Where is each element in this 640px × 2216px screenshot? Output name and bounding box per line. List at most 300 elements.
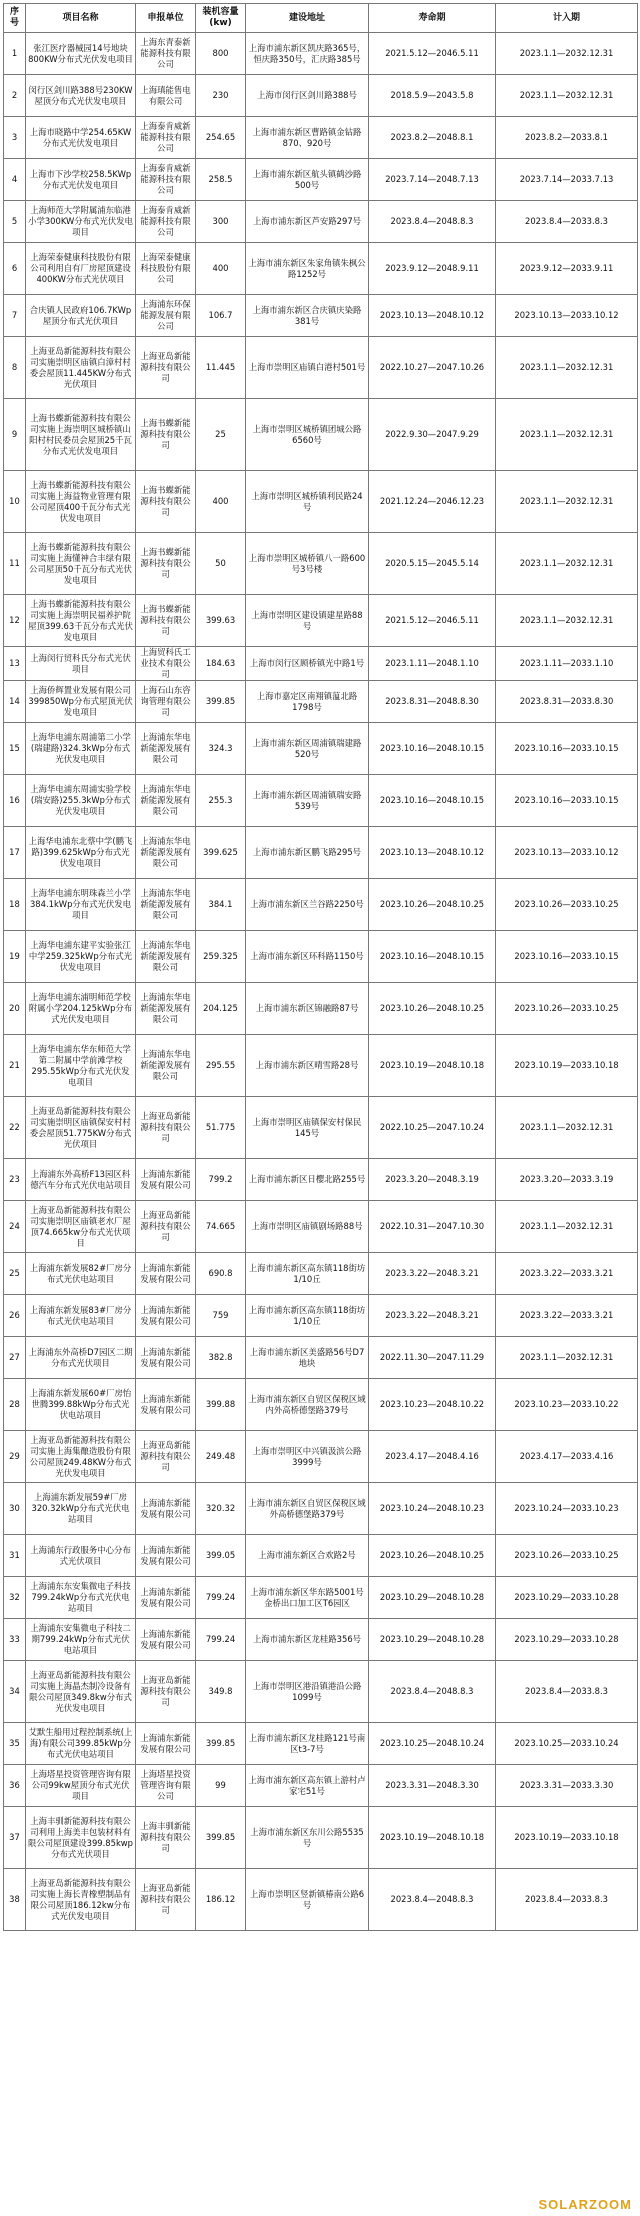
cell-crediting-period: 2023.10.29—2033.10.28 (496, 1619, 638, 1661)
cell-lifetime: 2023.8.4—2048.8.3 (369, 1661, 496, 1723)
cell-address: 上海市浦东新区锦融路87号 (246, 983, 369, 1035)
cell-address: 上海市浦东新区芦安路297号 (246, 201, 369, 243)
cell-applicant: 上海书蝶新能源科技有限公司 (136, 399, 196, 471)
cell-project-name: 上海丰驯新能源科技有限公司利用上海美丰包装材料有限公司屋顶建设399.85kwp分布式光伏项目 (26, 1807, 136, 1869)
cell-index: 37 (4, 1807, 26, 1869)
cell-project-name: 上海亚岛新能源科技有限公司实施上海集酿造股份有限公司屋顶249.48KW分布式光伏发电项目 (26, 1431, 136, 1483)
cell-lifetime: 2023.10.16—2048.10.15 (369, 775, 496, 827)
cell-lifetime: 2023.3.20—2048.3.19 (369, 1159, 496, 1201)
cell-crediting-period: 2023.1.1—2032.12.31 (496, 33, 638, 75)
cell-lifetime: 2023.3.22—2048.3.21 (369, 1253, 496, 1295)
cell-project-name: 上海浦东安集微电子科技二期799.24kWp分布式光伏电站项目 (26, 1619, 136, 1661)
cell-address: 上海市浦东新区龙桂路121号南区t3-7号 (246, 1723, 369, 1765)
cell-capacity: 230 (196, 75, 246, 117)
cell-lifetime: 2023.10.19—2048.10.18 (369, 1807, 496, 1869)
cell-lifetime: 2023.1.11—2048.1.10 (369, 647, 496, 681)
cell-applicant: 上海亚岛新能源科技有限公司 (136, 1097, 196, 1159)
cell-address: 上海市浦东新区华东路5001号金桥出口加工区T6园区 (246, 1577, 369, 1619)
cell-lifetime: 2022.9.30—2047.9.29 (369, 399, 496, 471)
cell-address: 上海市崇明区庙镇剧场路88号 (246, 1201, 369, 1253)
cell-project-name: 上海浦东新发展59#厂房320.32kWp分布式光伏电站项目 (26, 1483, 136, 1535)
cell-crediting-period: 2023.1.1—2032.12.31 (496, 1201, 638, 1253)
cell-index: 24 (4, 1201, 26, 1253)
cell-crediting-period: 2023.3.31—2033.3.30 (496, 1765, 638, 1807)
cell-index: 1 (4, 33, 26, 75)
cell-crediting-period: 2023.1.1—2032.12.31 (496, 337, 638, 399)
cell-address: 上海市浦东新区环科路1150号 (246, 931, 369, 983)
cell-crediting-period: 2023.1.1—2032.12.31 (496, 399, 638, 471)
cell-address: 上海市崇明区城桥镇团城公路6560号 (246, 399, 369, 471)
cell-project-name: 上海浦东新发展82#厂房分布式光伏电站项目 (26, 1253, 136, 1295)
table-row (4, 647, 638, 681)
cell-project-name: 上海市晓路中学254.65KW分布式光伏发电项目 (26, 117, 136, 159)
cell-applicant: 上海浦东新能发展有限公司 (136, 1253, 196, 1295)
cell-index: 21 (4, 1035, 26, 1097)
cell-crediting-period: 2023.10.16—2033.10.15 (496, 931, 638, 983)
table-row (4, 533, 638, 595)
cell-project-name: 艾默生船用过程控制系统(上海)有限公司399.85kWp分布式光伏电站项目 (26, 1723, 136, 1765)
cell-address: 上海市崇明区城桥镇利民路24号 (246, 471, 369, 533)
table-row (4, 295, 638, 337)
cell-index: 34 (4, 1661, 26, 1723)
cell-applicant: 上海浦东新能发展有限公司 (136, 1379, 196, 1431)
cell-crediting-period: 2023.1.1—2032.12.31 (496, 1097, 638, 1159)
cell-project-name: 上海侨辉置业发展有限公司399850Wp分布式屋顶光伏发电项目 (26, 681, 136, 723)
cell-address: 上海市浦东新区合庆镇庆染路381号 (246, 295, 369, 337)
cell-crediting-period: 2023.8.2—2033.8.1 (496, 117, 638, 159)
cell-address: 上海市崇明区港沿镇港沿公路1099号 (246, 1661, 369, 1723)
cell-address: 上海市浦东新区鹏飞路295号 (246, 827, 369, 879)
cell-applicant: 上海浦东新能发展有限公司 (136, 1483, 196, 1535)
cell-applicant: 上海浦东新能发展有限公司 (136, 1535, 196, 1577)
cell-lifetime: 2023.3.31—2048.3.30 (369, 1765, 496, 1807)
cell-lifetime: 2023.8.4—2048.8.3 (369, 201, 496, 243)
cell-capacity: 799.24 (196, 1577, 246, 1619)
cell-index: 11 (4, 533, 26, 595)
header-project-name: 项目名称 (26, 4, 136, 33)
cell-crediting-period: 2023.10.26—2033.10.25 (496, 983, 638, 1035)
cell-capacity: 384.1 (196, 879, 246, 931)
cell-project-name: 上海浦东行政服务中心分布式光伏项目 (26, 1535, 136, 1577)
header-applicant: 申报单位 (136, 4, 196, 33)
table-row (4, 931, 638, 983)
cell-capacity: 11.445 (196, 337, 246, 399)
cell-applicant: 上海浦东华电新能源发展有限公司 (136, 879, 196, 931)
cell-applicant: 上海书蝶新能源科技有限公司 (136, 471, 196, 533)
cell-index: 32 (4, 1577, 26, 1619)
cell-project-name: 上海浦东外高桥F13园区科德汽车分布式光伏电站项目 (26, 1159, 136, 1201)
cell-project-name: 上海书蝶新能源科技有限公司实施上海懂神合丰绿有限公司屋顶50千瓦分布式光伏发电项目 (26, 533, 136, 595)
cell-crediting-period: 2023.10.26—2033.10.25 (496, 879, 638, 931)
watermark: SOLARZOOM (538, 2197, 632, 2212)
table-row (4, 1159, 638, 1201)
table-row (4, 1431, 638, 1483)
cell-capacity: 258.5 (196, 159, 246, 201)
cell-capacity: 295.55 (196, 1035, 246, 1097)
cell-address: 上海市浦东新区周浦镇瑞安路539号 (246, 775, 369, 827)
table-row (4, 471, 638, 533)
cell-address: 上海市崇明区建设镇建星路88号 (246, 595, 369, 647)
cell-index: 3 (4, 117, 26, 159)
cell-lifetime: 2023.10.26—2048.10.25 (369, 1535, 496, 1577)
cell-lifetime: 2023.10.13—2048.10.12 (369, 827, 496, 879)
cell-applicant: 上海浦东新能发展有限公司 (136, 1577, 196, 1619)
cell-lifetime: 2022.10.27—2047.10.26 (369, 337, 496, 399)
cell-crediting-period: 2023.1.1—2032.12.31 (496, 1337, 638, 1379)
table-header-row (4, 4, 638, 33)
cell-address: 上海市浦东新区自贸区保税区域外高桥德堡路379号 (246, 1483, 369, 1535)
cell-address: 上海市崇明区城桥镇八一路600号3号楼 (246, 533, 369, 595)
header-capacity: 装机容量(kw) (196, 4, 246, 33)
cell-capacity: 800 (196, 33, 246, 75)
cell-project-name: 上海华电浦东华东师范大学第二附属中学前滩学校295.55kWp分布式光伏发电项目 (26, 1035, 136, 1097)
cell-lifetime: 2023.10.29—2048.10.28 (369, 1619, 496, 1661)
cell-address: 上海市浦东新区自贸区保税区域内外高桥德堡路379号 (246, 1379, 369, 1431)
cell-lifetime: 2023.7.14—2048.7.13 (369, 159, 496, 201)
cell-crediting-period: 2023.7.14—2033.7.13 (496, 159, 638, 201)
cell-applicant: 上海浦东华电新能源发展有限公司 (136, 827, 196, 879)
table-row (4, 1483, 638, 1535)
table-row (4, 827, 638, 879)
header-index: 序号 (4, 4, 26, 33)
cell-lifetime: 2023.4.17—2048.4.16 (369, 1431, 496, 1483)
cell-index: 2 (4, 75, 26, 117)
cell-applicant: 上海东青泰新能源科技有限公司 (136, 33, 196, 75)
cell-index: 7 (4, 295, 26, 337)
cell-capacity: 51.775 (196, 1097, 246, 1159)
cell-project-name: 上海书蝶新能源科技有限公司实施上海崇明区城桥镇山阳村村民委员会屋顶25千瓦分布式光伏发电项目 (26, 399, 136, 471)
cell-index: 18 (4, 879, 26, 931)
table-row (4, 1535, 638, 1577)
cell-capacity: 300 (196, 201, 246, 243)
table-row (4, 1765, 638, 1807)
cell-applicant: 上海浦东华电新能源发展有限公司 (136, 723, 196, 775)
table-row (4, 399, 638, 471)
cell-crediting-period: 2023.3.22—2033.3.21 (496, 1295, 638, 1337)
cell-applicant: 上海泰肯威新能源科技有限公司 (136, 159, 196, 201)
cell-index: 30 (4, 1483, 26, 1535)
cell-project-name: 上海华电浦东北蔡中学(鹏飞路)399.625kWp分布式光伏发电项目 (26, 827, 136, 879)
table-row (4, 1337, 638, 1379)
cell-lifetime: 2023.9.12—2048.9.11 (369, 243, 496, 295)
cell-applicant: 上海书蝶新能源科技有限公司 (136, 595, 196, 647)
cell-crediting-period: 2023.10.19—2033.10.18 (496, 1035, 638, 1097)
cell-project-name: 上海华电浦东浦明师范学校附属小学204.125kWp分布式光伏发电项目 (26, 983, 136, 1035)
cell-capacity: 324.3 (196, 723, 246, 775)
cell-index: 4 (4, 159, 26, 201)
cell-crediting-period: 2023.10.26—2033.10.25 (496, 1535, 638, 1577)
cell-index: 20 (4, 983, 26, 1035)
cell-address: 上海市浦东新区曹路镇金钻路870、920号 (246, 117, 369, 159)
table-row (4, 201, 638, 243)
cell-applicant: 上海塔星投资管理咨询有限公司 (136, 1765, 196, 1807)
cell-applicant: 上海丰驯新能源科技有限公司 (136, 1807, 196, 1869)
header-address: 建设地址 (246, 4, 369, 33)
cell-crediting-period: 2023.8.31—2033.8.30 (496, 681, 638, 723)
cell-index: 14 (4, 681, 26, 723)
cell-address: 上海市浦东新区日樱北路255号 (246, 1159, 369, 1201)
cell-index: 35 (4, 1723, 26, 1765)
cell-address: 上海市浦东新区周浦镇瑞建路520号 (246, 723, 369, 775)
cell-capacity: 759 (196, 1295, 246, 1337)
cell-crediting-period: 2023.3.20—2033.3.19 (496, 1159, 638, 1201)
cell-applicant: 上海浦东新能发展有限公司 (136, 1337, 196, 1379)
cell-index: 19 (4, 931, 26, 983)
cell-applicant: 上海石山东咨询管理有限公司 (136, 681, 196, 723)
cell-address: 上海市浦东新区高东镇118街坊1/10丘 (246, 1253, 369, 1295)
cell-lifetime: 2020.5.15—2045.5.14 (369, 533, 496, 595)
cell-lifetime: 2022.10.25—2047.10.24 (369, 1097, 496, 1159)
cell-applicant: 上海泰肯威新能源科技有限公司 (136, 117, 196, 159)
cell-lifetime: 2021.12.24—2046.12.23 (369, 471, 496, 533)
cell-applicant: 上海亚岛新能源科技有限公司 (136, 1201, 196, 1253)
cell-index: 16 (4, 775, 26, 827)
cell-crediting-period: 2023.1.1—2032.12.31 (496, 595, 638, 647)
cell-address: 上海市浦东新区高东镇上游村卢家宅51号 (246, 1765, 369, 1807)
cell-index: 29 (4, 1431, 26, 1483)
table-row (4, 879, 638, 931)
cell-lifetime: 2022.11.30—2047.11.29 (369, 1337, 496, 1379)
cell-applicant: 上海浦东新能发展有限公司 (136, 1295, 196, 1337)
cell-applicant: 上海瑱能售电有限公司 (136, 75, 196, 117)
cell-address: 上海市浦东新区兰谷路2250号 (246, 879, 369, 931)
cell-index: 27 (4, 1337, 26, 1379)
cell-lifetime: 2023.8.31—2048.8.30 (369, 681, 496, 723)
cell-index: 5 (4, 201, 26, 243)
cell-project-name: 上海华电浦东周浦第二小学(瑞建路)324.3kWp分布式光伏发电项目 (26, 723, 136, 775)
cell-crediting-period: 2023.10.24—2033.10.23 (496, 1483, 638, 1535)
cell-capacity: 799.24 (196, 1619, 246, 1661)
cell-crediting-period: 2023.10.25—2033.10.24 (496, 1723, 638, 1765)
cell-lifetime: 2023.10.24—2048.10.23 (369, 1483, 496, 1535)
cell-capacity: 184.63 (196, 647, 246, 681)
cell-applicant: 上海浦东新能发展有限公司 (136, 1159, 196, 1201)
cell-applicant: 上海浦东新能发展有限公司 (136, 1619, 196, 1661)
table-row (4, 1097, 638, 1159)
cell-capacity: 349.8 (196, 1661, 246, 1723)
table-row (4, 1035, 638, 1097)
cell-project-name: 上海闵行贸科氏分布式光伏项目 (26, 647, 136, 681)
cell-capacity: 399.05 (196, 1535, 246, 1577)
cell-address: 上海市浦东新区高东镇118街坊1/10丘 (246, 1295, 369, 1337)
cell-lifetime: 2018.5.9—2043.5.8 (369, 75, 496, 117)
cell-lifetime: 2023.10.25—2048.10.24 (369, 1723, 496, 1765)
cell-lifetime: 2023.10.13—2048.10.12 (369, 295, 496, 337)
cell-applicant: 上海贸科氏工业技术有限公司 (136, 647, 196, 681)
cell-index: 10 (4, 471, 26, 533)
cell-crediting-period: 2023.8.4—2033.8.3 (496, 1869, 638, 1931)
cell-address: 上海市浦东新区朱家角镇朱枫公路1252号 (246, 243, 369, 295)
cell-project-name: 闵行区剑川路388号230KW屋顶分布式光伏发电项目 (26, 75, 136, 117)
cell-index: 26 (4, 1295, 26, 1337)
cell-lifetime: 2023.10.16—2048.10.15 (369, 723, 496, 775)
cell-index: 9 (4, 399, 26, 471)
cell-project-name: 合庆镇人民政府106.7KWp屋顶分布式光伏项目 (26, 295, 136, 337)
cell-lifetime: 2023.10.23—2048.10.22 (369, 1379, 496, 1431)
cell-project-name: 上海亚岛新能源科技有限公司实施崇明区庙镇老水厂屋顶74.665kw分布式光伏项目 (26, 1201, 136, 1253)
cell-crediting-period: 2023.10.13—2033.10.12 (496, 295, 638, 337)
cell-index: 17 (4, 827, 26, 879)
cell-capacity: 259.325 (196, 931, 246, 983)
cell-index: 8 (4, 337, 26, 399)
cell-capacity: 25 (196, 399, 246, 471)
cell-capacity: 255.3 (196, 775, 246, 827)
cell-crediting-period: 2023.10.16—2033.10.15 (496, 723, 638, 775)
cell-index: 22 (4, 1097, 26, 1159)
cell-address: 上海市嘉定区南翔镇蕰北路1798号 (246, 681, 369, 723)
cell-project-name: 上海荣泰健康科技股份有限公司利用自有厂房屋顶建设400KW分布式光伏项目 (26, 243, 136, 295)
cell-capacity: 249.48 (196, 1431, 246, 1483)
table-row (4, 159, 638, 201)
table-row (4, 117, 638, 159)
cell-project-name: 上海亚岛新能源科技有限公司实施上海晶杰制冷设备有限公司屋顶349.8kw分布式光伏发电项目 (26, 1661, 136, 1723)
cell-project-name: 上海华电浦东周浦实验学校(瑞安路)255.3kWp分布式光伏发电项目 (26, 775, 136, 827)
cell-crediting-period: 2023.1.1—2032.12.31 (496, 75, 638, 117)
cell-index: 13 (4, 647, 26, 681)
cell-applicant: 上海浦东华电新能源发展有限公司 (136, 775, 196, 827)
cell-address: 上海市浦东新区航头镇鹤沙路500号 (246, 159, 369, 201)
cell-address: 上海市崇明区庙镇保安村保民145号 (246, 1097, 369, 1159)
table-row (4, 681, 638, 723)
header-lifetime: 寿命期 (369, 4, 496, 33)
table-row (4, 1869, 638, 1931)
cell-applicant: 上海泰肯威新能源科技有限公司 (136, 201, 196, 243)
cell-capacity: 399.63 (196, 595, 246, 647)
table-row (4, 723, 638, 775)
cell-lifetime: 2023.8.4—2048.8.3 (369, 1869, 496, 1931)
cell-index: 23 (4, 1159, 26, 1201)
cell-crediting-period: 2023.10.19—2033.10.18 (496, 1807, 638, 1869)
table-row (4, 75, 638, 117)
cell-lifetime: 2022.10.31—2047.10.30 (369, 1201, 496, 1253)
table-row (4, 775, 638, 827)
cell-crediting-period: 2023.3.22—2033.3.21 (496, 1253, 638, 1295)
cell-address: 上海市闵行区顾桥镇光中路1号 (246, 647, 369, 681)
cell-applicant: 上海浦东华电新能源发展有限公司 (136, 1035, 196, 1097)
cell-index: 31 (4, 1535, 26, 1577)
project-table (3, 3, 638, 1931)
cell-lifetime: 2023.10.29—2048.10.28 (369, 1577, 496, 1619)
table-row (4, 1577, 638, 1619)
cell-project-name: 上海师范大学附属浦东临港小学300KW分布式光伏发电项目 (26, 201, 136, 243)
cell-address: 上海市崇明区庙镇白港村501号 (246, 337, 369, 399)
cell-lifetime: 2023.8.2—2048.8.1 (369, 117, 496, 159)
cell-crediting-period: 2023.1.1—2032.12.31 (496, 533, 638, 595)
cell-project-name: 上海华电浦东建平实验张江中学259.325kWp分布式光伏发电项目 (26, 931, 136, 983)
cell-project-name: 上海浦东新发展60#厂房怡世腾399.88kWp分布式光伏电站项目 (26, 1379, 136, 1431)
cell-project-name: 上海亚岛新能源科技有限公司实施上海长青橡塑制品有限公司屋顶186.12kw分布式光伏发电项目 (26, 1869, 136, 1931)
cell-index: 6 (4, 243, 26, 295)
cell-capacity: 320.32 (196, 1483, 246, 1535)
cell-crediting-period: 2023.1.11—2033.1.10 (496, 647, 638, 681)
cell-capacity: 204.125 (196, 983, 246, 1035)
cell-crediting-period: 2023.8.4—2033.8.3 (496, 1661, 638, 1723)
cell-capacity: 399.85 (196, 681, 246, 723)
table-row (4, 1379, 638, 1431)
cell-project-name: 上海亚岛新能源科技有限公司实施崇明区庙镇保安村村委会屋顶51.775KW分布式光伏项目 (26, 1097, 136, 1159)
cell-address: 上海市崇明区竖新镇椿南公路6号 (246, 1869, 369, 1931)
cell-capacity: 186.12 (196, 1869, 246, 1931)
cell-project-name: 上海书蝶新能源科技有限公司实施上海崇明民福养护院屋顶399.63千瓦分布式光伏发电项目 (26, 595, 136, 647)
table-row (4, 1253, 638, 1295)
table-row (4, 337, 638, 399)
cell-applicant: 上海浦东环保能源发展有限公司 (136, 295, 196, 337)
table-body (4, 33, 638, 1931)
cell-capacity: 106.7 (196, 295, 246, 337)
cell-index: 33 (4, 1619, 26, 1661)
cell-crediting-period: 2023.10.16—2033.10.15 (496, 775, 638, 827)
cell-applicant: 上海浦东华电新能源发展有限公司 (136, 983, 196, 1035)
cell-applicant: 上海书蝶新能源科技有限公司 (136, 533, 196, 595)
cell-project-name: 上海塔星投资管理咨询有限公司99kw屋顶分布式光伏项目 (26, 1765, 136, 1807)
cell-index: 25 (4, 1253, 26, 1295)
cell-applicant: 上海亚岛新能源科技有限公司 (136, 1869, 196, 1931)
cell-index: 38 (4, 1869, 26, 1931)
cell-capacity: 399.85 (196, 1723, 246, 1765)
cell-lifetime: 2021.5.12—2046.5.11 (369, 33, 496, 75)
cell-project-name: 上海浦东东安集微电子科技799.24kWp分布式光伏电站项目 (26, 1577, 136, 1619)
cell-crediting-period: 2023.10.29—2033.10.28 (496, 1577, 638, 1619)
cell-index: 28 (4, 1379, 26, 1431)
cell-crediting-period: 2023.10.13—2033.10.12 (496, 827, 638, 879)
table-row (4, 1807, 638, 1869)
cell-address: 上海市浦东新区东川公路5535号 (246, 1807, 369, 1869)
table-row (4, 1661, 638, 1723)
cell-project-name: 上海浦东新发展83#厂房分布式光伏电站项目 (26, 1295, 136, 1337)
cell-address: 上海市浦东新区龙桂路356号 (246, 1619, 369, 1661)
cell-capacity: 50 (196, 533, 246, 595)
cell-lifetime: 2021.5.12—2046.5.11 (369, 595, 496, 647)
cell-crediting-period: 2023.1.1—2032.12.31 (496, 471, 638, 533)
cell-capacity: 74.665 (196, 1201, 246, 1253)
cell-project-name: 上海浦东外高桥D7园区二期分布式光伏项目 (26, 1337, 136, 1379)
cell-address: 上海市浦东新区美盛路56号D7地块 (246, 1337, 369, 1379)
cell-capacity: 399.85 (196, 1807, 246, 1869)
header-crediting-period: 计入期 (496, 4, 638, 33)
cell-address: 上海市浦东新区合欢路2号 (246, 1535, 369, 1577)
cell-lifetime: 2023.10.16—2048.10.15 (369, 931, 496, 983)
cell-project-name: 上海亚岛新能源科技有限公司实施崇明区庙镇白漳村村委会屋顶11.445KW分布式光伏项目 (26, 337, 136, 399)
cell-project-name: 上海市下沙学校258.5KWp分布式光伏发电项目 (26, 159, 136, 201)
table-row (4, 1619, 638, 1661)
cell-crediting-period: 2023.4.17—2033.4.16 (496, 1431, 638, 1483)
cell-project-name: 张江医疗器械园14号地块800KW分布式光伏发电项目 (26, 33, 136, 75)
cell-index: 15 (4, 723, 26, 775)
table-row (4, 33, 638, 75)
cell-applicant: 上海浦东新能发展有限公司 (136, 1723, 196, 1765)
cell-capacity: 399.625 (196, 827, 246, 879)
table-row (4, 243, 638, 295)
cell-capacity: 690.8 (196, 1253, 246, 1295)
cell-address: 上海市浦东新区凯庆路365号，恒庆路350号，汇庆路385号 (246, 33, 369, 75)
table-row (4, 595, 638, 647)
cell-applicant: 上海荣泰健康科技股份有限公司 (136, 243, 196, 295)
cell-crediting-period: 2023.10.23—2033.10.22 (496, 1379, 638, 1431)
cell-applicant: 上海亚岛新能源科技有限公司 (136, 1661, 196, 1723)
cell-crediting-period: 2023.9.12—2033.9.11 (496, 243, 638, 295)
table-row (4, 983, 638, 1035)
cell-crediting-period: 2023.8.4—2033.8.3 (496, 201, 638, 243)
cell-index: 36 (4, 1765, 26, 1807)
cell-lifetime: 2023.10.26—2048.10.25 (369, 879, 496, 931)
cell-address: 上海市崇明区中兴镇汲滨公路3999号 (246, 1431, 369, 1483)
cell-capacity: 399.88 (196, 1379, 246, 1431)
cell-capacity: 400 (196, 243, 246, 295)
cell-capacity: 382.8 (196, 1337, 246, 1379)
cell-applicant: 上海亚岛新能源科技有限公司 (136, 1431, 196, 1483)
cell-capacity: 400 (196, 471, 246, 533)
cell-capacity: 99 (196, 1765, 246, 1807)
